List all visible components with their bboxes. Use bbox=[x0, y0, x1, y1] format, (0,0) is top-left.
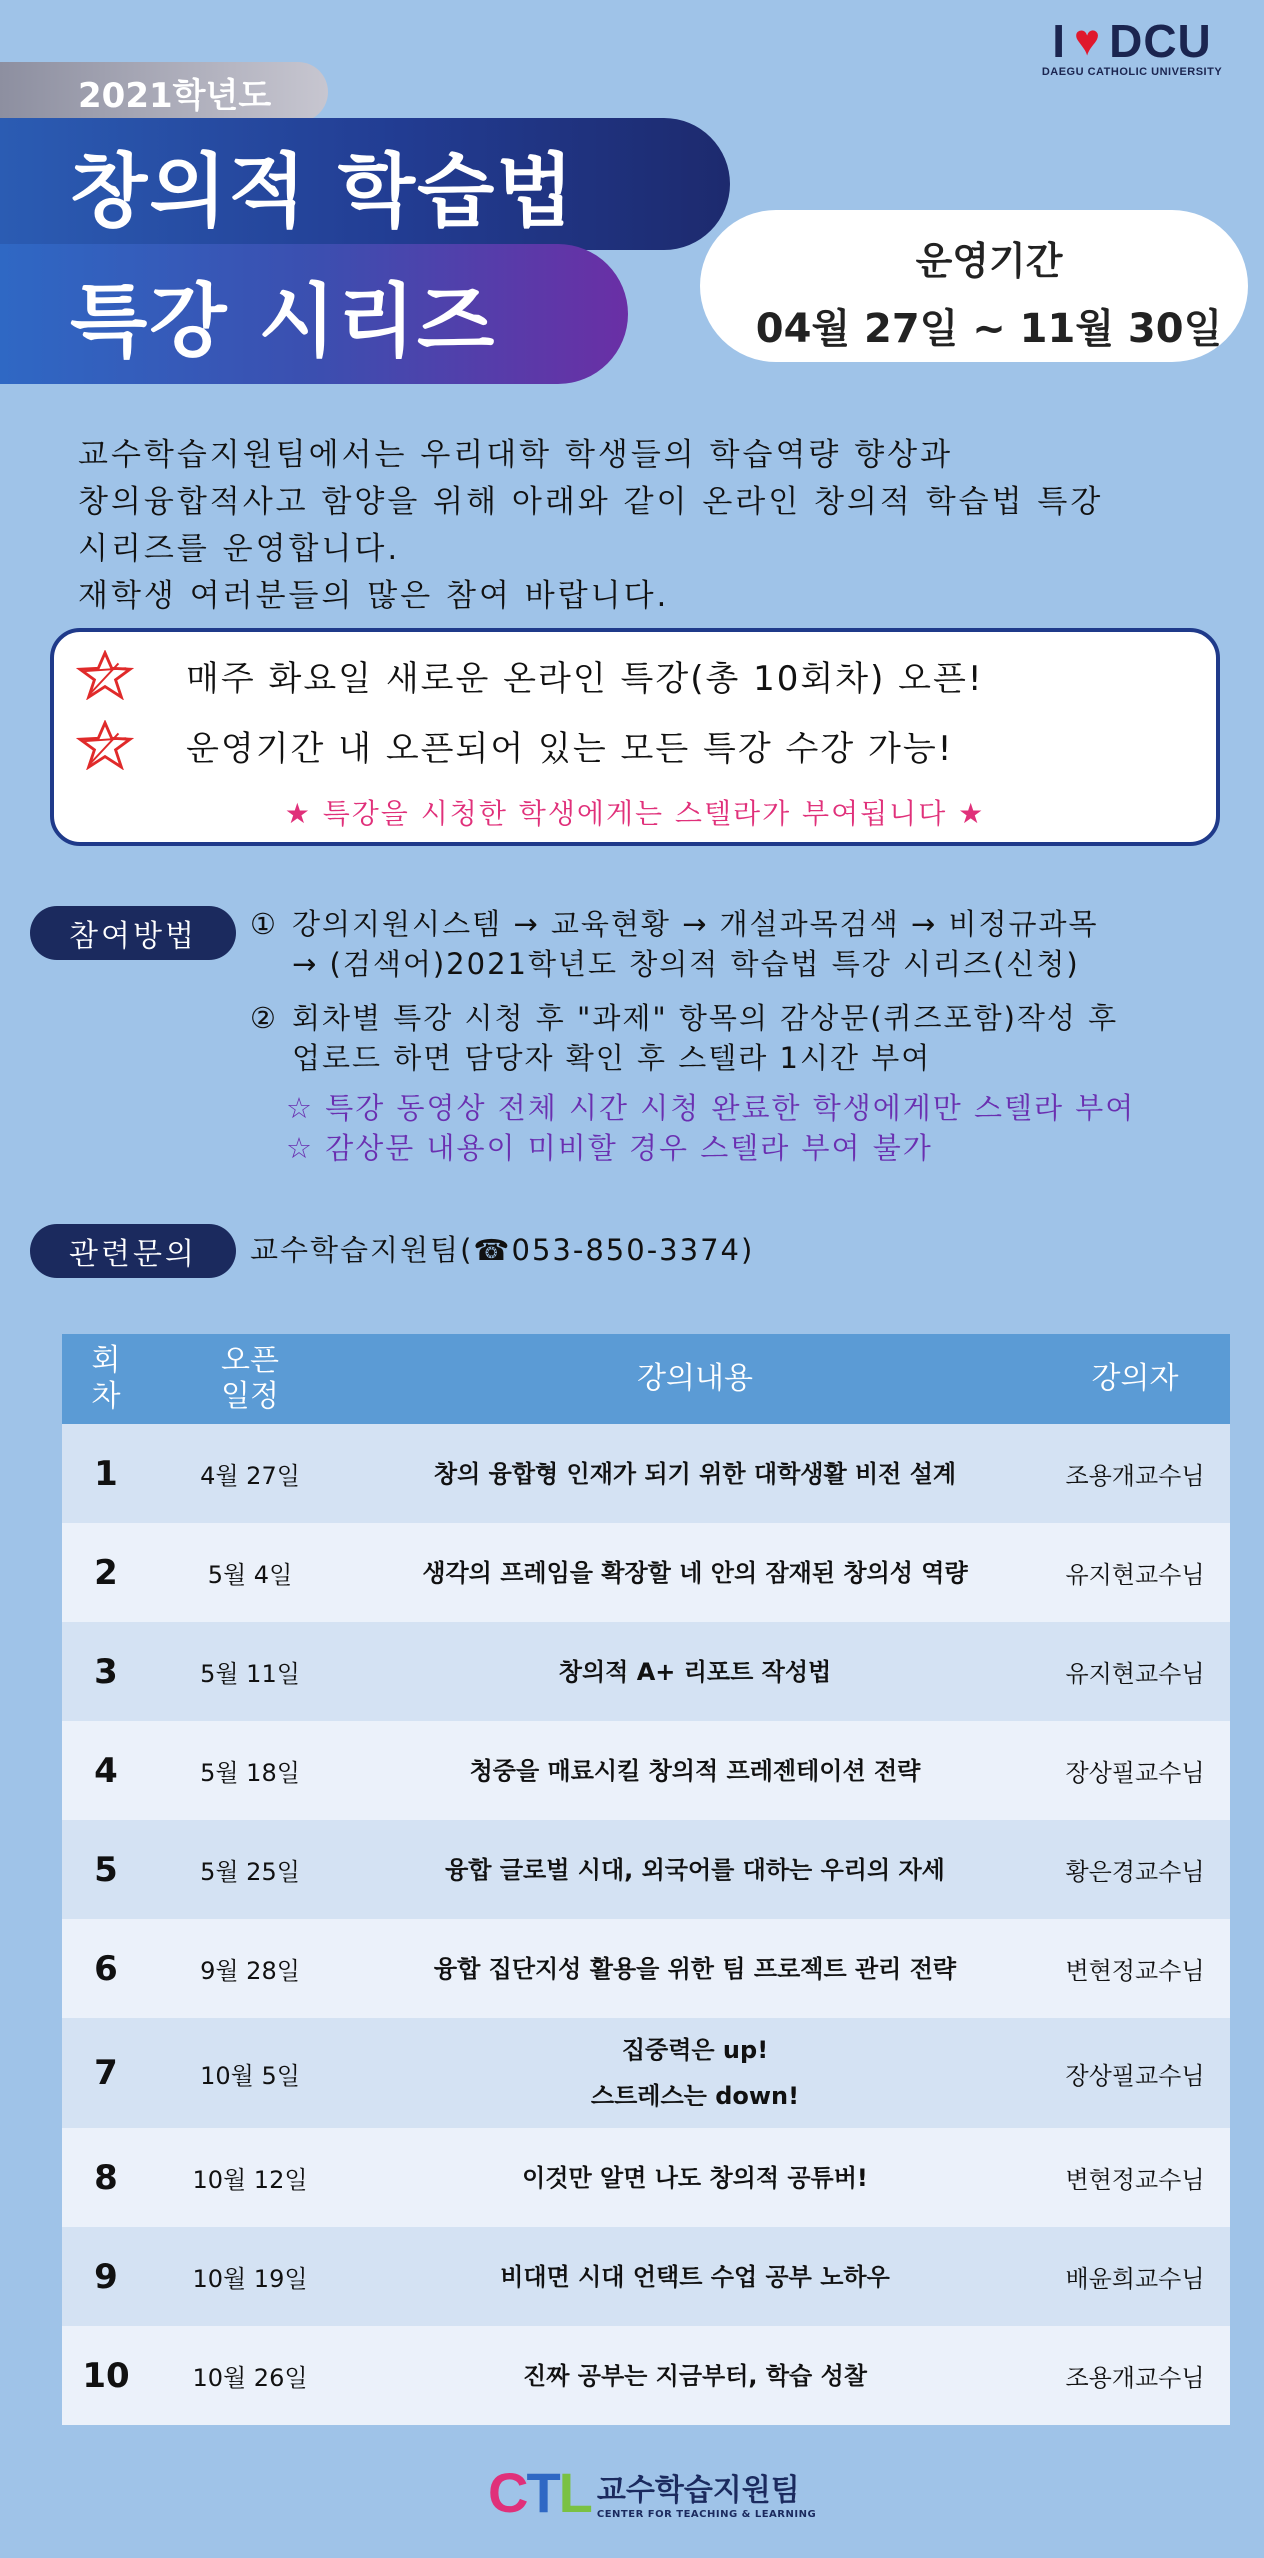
ask-contact: 교수학습지원팀(☎053-850-3374) bbox=[250, 1233, 755, 1267]
row-title: 진짜 공부는 지금부터, 학습 성찰 bbox=[350, 2326, 1040, 2425]
row-title: 융합 글로벌 시대, 외국어를 대하는 우리의 자세 bbox=[350, 1820, 1040, 1919]
row-lecturer: 황은경교수님 bbox=[1040, 1820, 1230, 1919]
logo-dcu: DCU bbox=[1109, 15, 1212, 67]
intro-line: 재학생 여러분들의 많은 참여 바랍니다. bbox=[78, 578, 670, 614]
row-title-line: 집중력은 up! bbox=[621, 2036, 769, 2064]
table-row bbox=[62, 1622, 1230, 1721]
ctl-logo bbox=[488, 2460, 816, 2525]
schedule-table bbox=[62, 1334, 1230, 2425]
row-no: 7 bbox=[62, 2018, 150, 2128]
row-title: 창의적 A+ 리포트 작성법 bbox=[350, 1622, 1040, 1721]
table-row bbox=[62, 1721, 1230, 1820]
how-step-2 bbox=[250, 998, 1210, 1078]
row-lecturer: 조용개교수님 bbox=[1040, 2326, 1230, 2425]
row-lecturer: 유지현교수님 bbox=[1040, 1622, 1230, 1721]
notice-text: 매주 화요일 새로운 온라인 특강(총 10회차) 오픈! bbox=[186, 658, 984, 699]
row-no: 10 bbox=[62, 2326, 150, 2425]
row-title: 이것만 알면 나도 창의적 공튜버! bbox=[350, 2128, 1040, 2227]
step-number: ② bbox=[250, 1001, 278, 1035]
ctl-name: 교수학습지원팀 bbox=[596, 2473, 800, 2508]
star-icon bbox=[76, 650, 134, 700]
row-title bbox=[350, 2018, 1040, 2128]
row-no: 8 bbox=[62, 2128, 150, 2227]
row-lecturer: 배윤희교수님 bbox=[1040, 2227, 1230, 2326]
step-number: ① bbox=[250, 907, 278, 941]
row-title: 비대면 시대 언택트 수업 공부 노하우 bbox=[350, 2227, 1040, 2326]
notice-box bbox=[50, 628, 1220, 846]
row-date: 9월 28일 bbox=[150, 1919, 350, 2018]
intro-line: 창의융합적사고 함양을 위해 아래와 같이 온라인 창의적 학습법 특강 bbox=[78, 484, 1104, 520]
row-date: 10월 12일 bbox=[150, 2128, 350, 2227]
row-no: 6 bbox=[62, 1919, 150, 2018]
row-date: 5월 4일 bbox=[150, 1523, 350, 1622]
how-note: ☆ 특강 동영상 전체 시간 시청 완료한 학생에게만 스텔라 부여 bbox=[286, 1091, 1136, 1125]
ctl-text bbox=[597, 2465, 816, 2520]
row-no: 4 bbox=[62, 1721, 150, 1820]
period-label: 운영기간 bbox=[915, 239, 1063, 283]
title-line2: 특강 시리즈 bbox=[0, 244, 628, 384]
period-value: 04월 27일 ~ 11월 30일 bbox=[755, 306, 1223, 352]
row-lecturer: 유지현교수님 bbox=[1040, 1523, 1230, 1622]
row-date: 10월 5일 bbox=[150, 2018, 350, 2128]
table-row bbox=[62, 1820, 1230, 1919]
row-date: 5월 11일 bbox=[150, 1622, 350, 1721]
row-no: 9 bbox=[62, 2227, 150, 2326]
row-date: 5월 25일 bbox=[150, 1820, 350, 1919]
header-no: 회 차 bbox=[62, 1334, 150, 1424]
header-date: 오픈 일정 bbox=[150, 1334, 350, 1424]
ctl-c: C bbox=[488, 2461, 527, 2524]
row-date: 4월 27일 bbox=[150, 1424, 350, 1523]
row-no: 1 bbox=[62, 1424, 150, 1523]
period-box bbox=[700, 210, 1248, 362]
header-title: 강의내용 bbox=[350, 1334, 1040, 1424]
heart-icon: ♥ bbox=[1073, 16, 1102, 65]
how-section bbox=[250, 904, 1210, 1168]
row-lecturer: 장상필교수님 bbox=[1040, 1721, 1230, 1820]
table-row bbox=[62, 1919, 1230, 2018]
row-no: 3 bbox=[62, 1622, 150, 1721]
notice-item bbox=[76, 650, 983, 700]
step-text: → (검색어)2021학년도 창의적 학습법 특강 시리즈(신청) bbox=[292, 947, 1080, 981]
ask-label: 관련문의 bbox=[30, 1224, 236, 1278]
how-note: ☆ 감상문 내용이 미비할 경우 스텔라 부여 불가 bbox=[286, 1131, 933, 1165]
header-lecturer: 강의자 bbox=[1040, 1334, 1230, 1424]
row-no: 5 bbox=[62, 1820, 150, 1919]
intro-text bbox=[78, 432, 1218, 620]
star-icon bbox=[76, 720, 134, 770]
table-row bbox=[62, 2227, 1230, 2326]
table-row bbox=[62, 2128, 1230, 2227]
notice-text: 운영기간 내 오픈되어 있는 모든 특강 수강 가능! bbox=[186, 728, 954, 769]
how-label: 참여방법 bbox=[30, 906, 236, 960]
notice-item bbox=[76, 720, 953, 770]
table-row bbox=[62, 1523, 1230, 1622]
row-title-line: 스트레스는 down! bbox=[590, 2082, 800, 2110]
how-step-1 bbox=[250, 904, 1210, 984]
row-lecturer: 장상필교수님 bbox=[1040, 2018, 1230, 2128]
step-text: 업로드 하면 담당자 확인 후 스텔라 1시간 부여 bbox=[292, 1041, 932, 1075]
row-date: 5월 18일 bbox=[150, 1721, 350, 1820]
row-lecturer: 변현정교수님 bbox=[1040, 2128, 1230, 2227]
intro-line: 시리즈를 운영합니다. bbox=[78, 531, 401, 567]
logo-subtitle: DAEGU CATHOLIC UNIVERSITY bbox=[1041, 66, 1223, 78]
ctl-letters bbox=[488, 2460, 591, 2525]
row-lecturer: 변현정교수님 bbox=[1040, 1919, 1230, 2018]
step-text: 회차별 특강 시청 후 "과제" 항목의 감상문(퀴즈포함)작성 후 bbox=[292, 1001, 1119, 1035]
table-row bbox=[62, 2018, 1230, 2128]
step-text: 강의지원시스템 → 교육현황 → 개설과목검색 → 비정규과목 bbox=[292, 907, 1099, 941]
logo-i: I bbox=[1052, 15, 1066, 67]
row-lecturer: 조용개교수님 bbox=[1040, 1424, 1230, 1523]
intro-line: 교수학습지원팀에서는 우리대학 학생들의 학습역량 향상과 bbox=[78, 437, 954, 473]
ctl-l: L bbox=[558, 2461, 591, 2524]
ctl-english: CENTER FOR TEACHING & LEARNING bbox=[596, 2509, 817, 2520]
row-no: 2 bbox=[62, 1523, 150, 1622]
table-header-row bbox=[62, 1334, 1230, 1424]
row-date: 10월 26일 bbox=[150, 2326, 350, 2425]
notice-footer: ★ 특강을 시청한 학생에게는 스텔라가 부여됩니다 ★ bbox=[284, 797, 986, 830]
row-title: 융합 집단지성 활용을 위한 팀 프로젝트 관리 전략 bbox=[350, 1919, 1040, 2018]
row-title: 창의 융합형 인재가 되기 위한 대학생활 비전 설계 bbox=[350, 1424, 1040, 1523]
row-date: 10월 19일 bbox=[150, 2227, 350, 2326]
row-title: 청중을 매료시킬 창의적 프레젠테이션 전략 bbox=[350, 1721, 1040, 1820]
ctl-t: T bbox=[526, 2461, 559, 2524]
row-title: 생각의 프레임을 확장할 네 안의 잠재된 창의성 역량 bbox=[350, 1523, 1040, 1622]
table-row bbox=[62, 1424, 1230, 1523]
dcu-logo bbox=[1022, 14, 1242, 78]
title-line1: 창의적 학습법 bbox=[0, 118, 730, 250]
year-tab: 2021학년도 bbox=[0, 62, 328, 122]
table-row bbox=[62, 2326, 1230, 2425]
